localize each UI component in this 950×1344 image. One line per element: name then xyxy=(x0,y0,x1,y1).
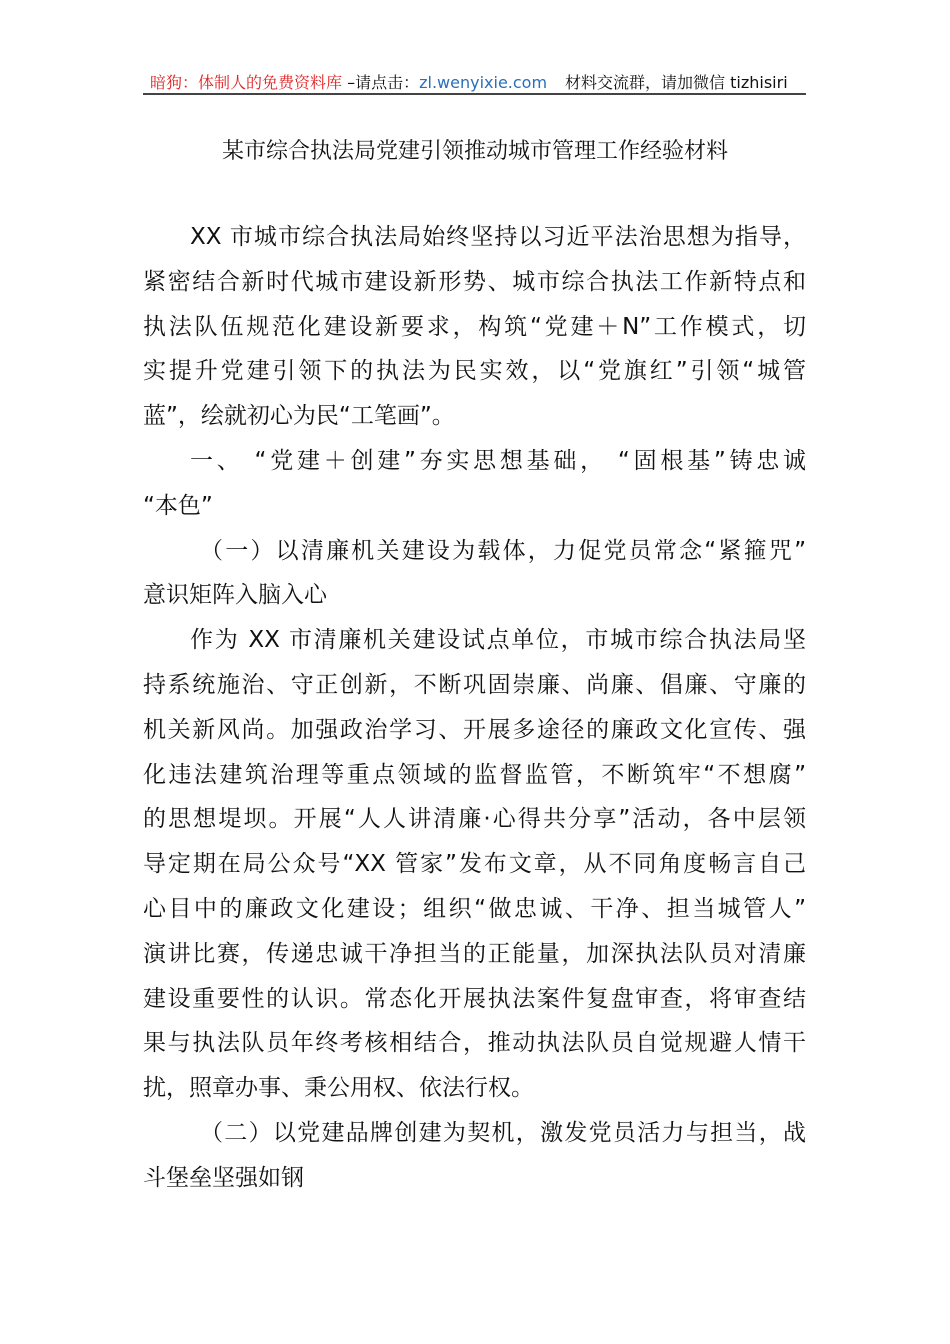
page-header xyxy=(150,70,800,93)
text-line: 演讲比赛，传递忠诚干净担当的正能量，加深执法队员对清廉 xyxy=(143,940,806,967)
text-line: 蓝”，绘就初心为民“工笔画”。 xyxy=(143,403,455,430)
text-line: 作为 XX 市清廉机关建设试点单位，市城市综合执法局坚 xyxy=(190,627,806,654)
text-line: 执法队伍规范化建设新要求，构筑“党建＋N”工作模式，切 xyxy=(143,313,806,340)
group-label: 材料交流群，请加微信 tizhisiri xyxy=(565,73,788,92)
text-line: 紧密结合新时代城市建设新形势、城市综合执法工作新特点和 xyxy=(143,268,806,295)
click-label: –请点击： xyxy=(342,73,420,92)
text-line: 持系统施治、守正创新，不断巩固崇廉、尚廉、倡廉、守廉的 xyxy=(143,671,806,698)
text-line: “本色” xyxy=(143,492,213,519)
text-line: （二）以党建品牌创建为契机，激发党员活力与担当，战 xyxy=(200,1119,806,1146)
text-line: 实提升党建引领下的执法为民实效，以“党旗红”引领“城管 xyxy=(143,358,806,385)
text-line: 建设重要性的认识。常态化开展执法案件复盘审查，将审查结 xyxy=(143,985,806,1012)
text-line: （一）以清廉机关建设为载体，力促党员常念“紧箍咒” xyxy=(200,537,806,564)
source-label: 暗狗：体制人的免费资料库 xyxy=(150,73,343,92)
text-line: 导定期在局公众号“XX 管家”发布文章，从不同角度畅言自己 xyxy=(143,851,806,878)
text-line: 心目中的廉政文化建设；组织“做忠诚、干净、担当城管人” xyxy=(143,895,806,922)
text-line: 斗堡垒坚强如钢 xyxy=(143,1164,304,1191)
document-body xyxy=(143,220,806,1206)
text-line: 果与执法队员年终考核相结合，推动执法队员自觉规避人情干 xyxy=(143,1030,806,1057)
source-link[interactable]: zl.wenyixie.com xyxy=(419,73,548,92)
text-line: 扰，照章办事、秉公用权、依法行权。 xyxy=(143,1075,534,1102)
text-line: XX 市城市综合执法局始终坚持以习近平法治思想为指导， xyxy=(190,224,806,250)
text-line: 的思想堤坝。开展“人人讲清廉·心得共分享”活动，各中层领 xyxy=(143,806,806,833)
text-line: 机关新风尚。加强政治学习、开展多途径的廉政文化宣传、强 xyxy=(143,716,806,743)
text-line: 一、 “党建＋创建”夯实思想基础， “固根基”铸忠诚 xyxy=(190,447,806,474)
document-title: 某市综合执法局党建引领推动城市管理工作经验材料 xyxy=(221,139,728,164)
text-line: 意识矩阵入脑入心 xyxy=(143,582,327,609)
text-line: 化违法建筑治理等重点领域的监督监管，不断筑牢“不想腐” xyxy=(143,761,806,788)
header-divider xyxy=(143,93,806,95)
